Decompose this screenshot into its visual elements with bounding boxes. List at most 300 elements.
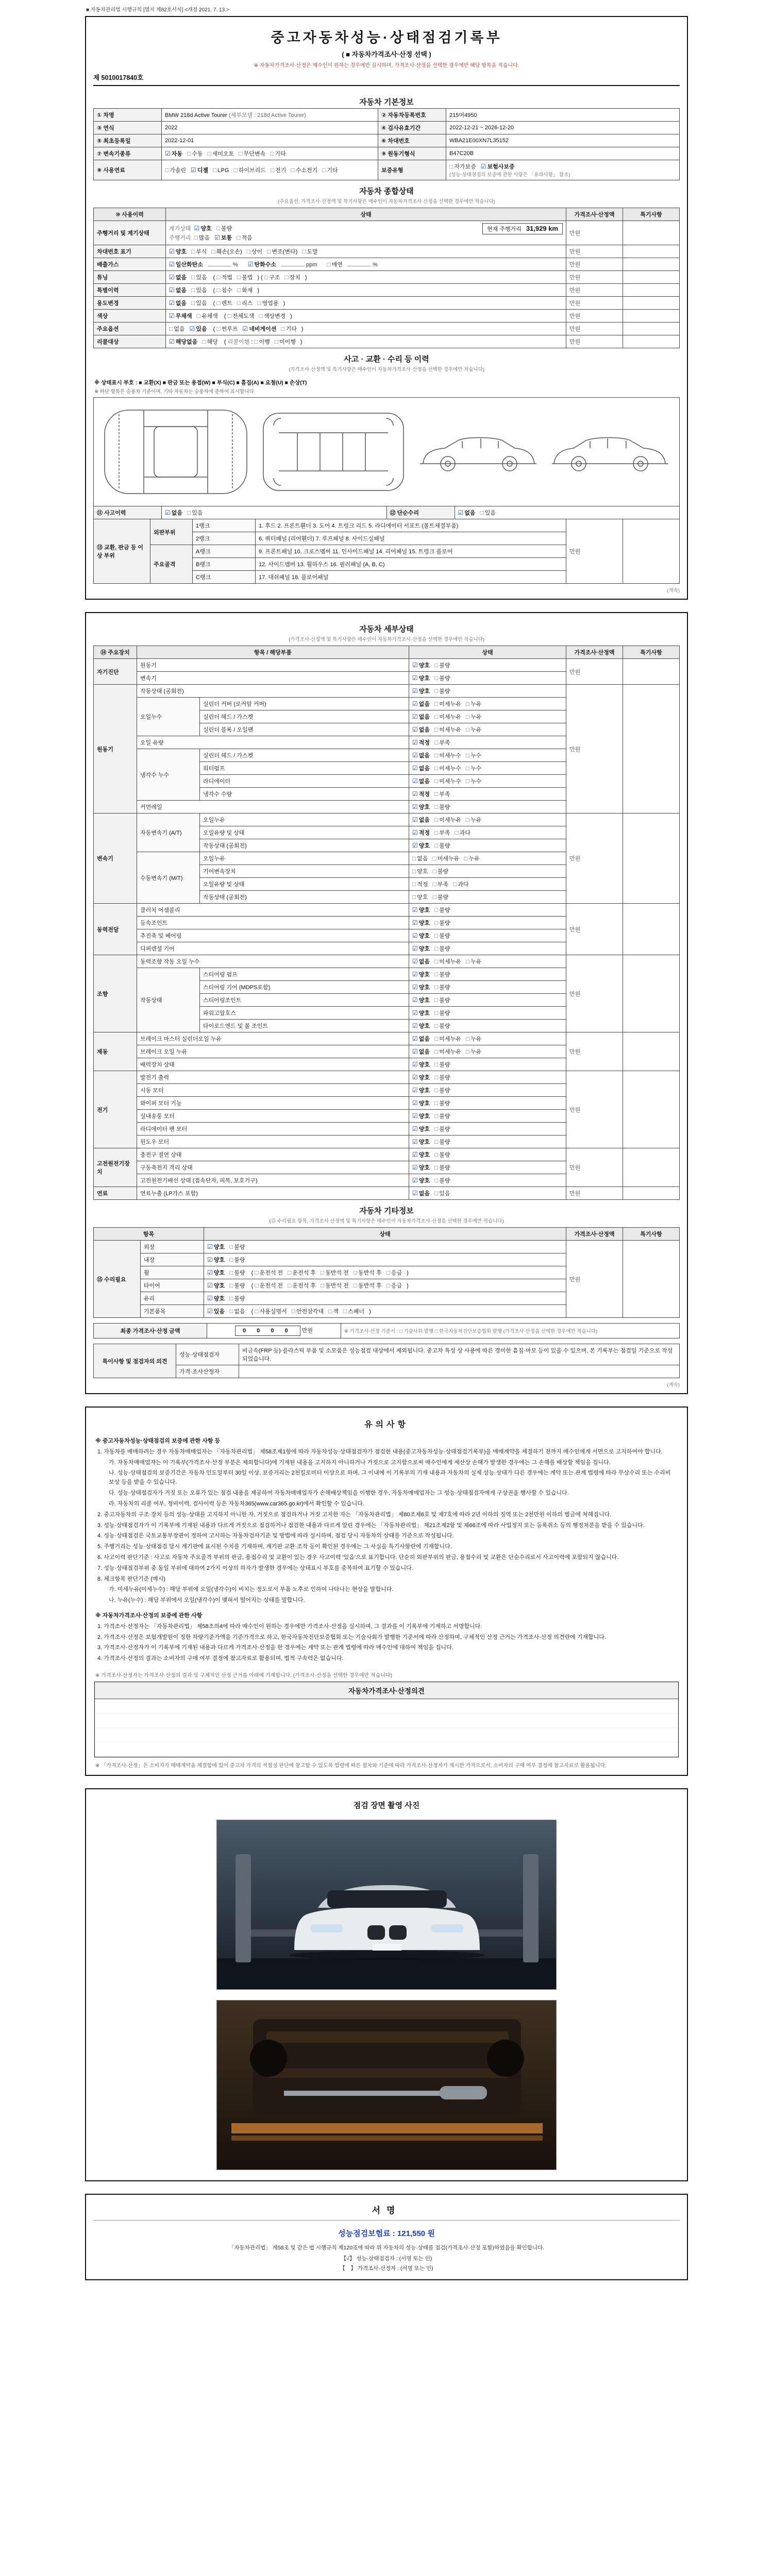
detail-table [93,646,680,1200]
checkbox-option[interactable]: □ 장치 [284,274,300,281]
checkbox-option[interactable]: □ 불량 [434,996,450,1004]
unchecked-checkbox-icon: □ [434,829,439,836]
unchecked-checkbox-icon: □ [434,1009,439,1016]
checkbox-option[interactable]: ☑ 일산화탄소 [169,261,203,268]
checkbox-option[interactable]: ☑ 적정 [412,790,430,798]
unchecked-checkbox-icon: □ [246,248,250,255]
checkbox-option[interactable]: □ 불량 [434,674,450,682]
checkbox-option[interactable]: □ 불량 [434,803,450,810]
checked-checkbox-icon: ☑ [412,1125,418,1132]
checkbox-option[interactable]: □ 부족 [434,739,450,746]
checkbox-option[interactable]: ☑ 없음 [412,1035,430,1042]
field-value: 2022-12-21 ~ 2026-12-20 [446,122,680,134]
checkbox-option[interactable]: □ LPG [213,166,229,174]
section-note-other: (⑮ 수리필요 항목, 가격조사·산정액 및 특기사항은 매수인이 자동차가격조사·산정을 선택한 경우에만 적습니다) [269,1218,504,1224]
checkbox-option[interactable]: □ 부족 [432,880,448,888]
checkbox-option[interactable]: □ 영업용 [257,299,279,307]
checkbox-option[interactable]: ☑ 없음 [412,752,430,759]
checkbox-option[interactable]: □ 변조(변타) [267,248,298,255]
checkbox-option[interactable]: □ 미세누수 [434,765,461,772]
checkbox-option[interactable]: □ 색상변경 [259,312,286,319]
unchecked-checkbox-icon: □ [465,1035,469,1042]
unchecked-checkbox-icon: □ [169,325,173,332]
checkbox-option[interactable]: □ 썬루프 [216,325,238,332]
car-diagram-panel [93,397,680,506]
checkbox-option[interactable]: □ 기타 [322,166,338,174]
checked-checkbox-icon: ☑ [412,803,418,810]
checkbox-option[interactable]: ☑ 없음 [412,713,430,720]
checkbox-option[interactable]: ☑ 보통 [214,234,232,241]
checkbox-option[interactable]: □ 이행 [254,338,270,345]
checkbox-option[interactable]: □ 누유 [465,1035,482,1042]
checkbox-option[interactable]: □ 불량 [434,1022,450,1029]
unchecked-checkbox-icon: □ [412,880,416,888]
checkbox-option[interactable]: ☑ 양호 [412,1138,430,1145]
table-row: 작동상태 (공회전) ☑ 양호 □ 불량 [94,839,680,852]
checkbox-option[interactable]: □ 안전삼각대 [291,1308,324,1315]
checkbox-option[interactable]: □ 과다 [455,829,470,836]
checkbox-option[interactable]: ☑ 없음 [412,816,430,823]
checkbox-option[interactable]: □ 적정 [412,880,428,888]
checked-checkbox-icon: ☑ [412,752,418,759]
checkbox-option[interactable]: □ 미세누유 [434,726,461,733]
checkbox-option[interactable]: ☑ 보험사보증 [480,163,515,170]
unchecked-checkbox-icon: □ [302,248,306,255]
unchecked-checkbox-icon: □ [288,1269,292,1276]
table-row: 냉각수 수량 ☑ 적정 □ 부족 [94,788,680,801]
checkbox-option[interactable]: □ 운전석 전 [255,1282,283,1289]
checkbox-option[interactable]: □ 응급 [386,1282,402,1289]
unchecked-checkbox-icon: □ [434,674,439,682]
checked-checkbox-icon: ☑ [169,338,175,345]
checkbox-option[interactable]: ☑ 네비게이션 [242,325,277,332]
notice-paragraph: 3. 가격조사·산정자가 이 기록부에 기재된 내용과 다르게 가격조사·산정을 한 경우에는 계약 또는 관계 법령에 따라 매수인에 대하여 책임을 집니다. [97,1645,453,1651]
table-header-row: ⑭ 주요장치 항목 / 해당부품 상태 가격조사·산정액 특기사항 [94,646,680,659]
checkbox-option[interactable]: □ 있음 [191,286,207,294]
unchecked-checkbox-icon: □ [434,765,439,772]
checkbox-option[interactable]: ☑ 양호 [412,1125,430,1132]
checked-checkbox-icon: ☑ [412,1009,418,1016]
checkbox-option[interactable]: □ 누수 [465,765,482,772]
unchecked-checkbox-icon: □ [386,1269,390,1276]
table-row: 가격·조사산정자 [94,1365,680,1378]
checkbox-option[interactable]: ☑ 없음 [169,299,187,307]
checkbox-option[interactable]: □ 상이 [246,248,263,255]
table-row: 작동상태 (공회전) □ 양호 □ 불량 [94,891,680,904]
table-row: 용도변경 ☑ 없음 □ 있음 ( □ 렌트 □ 리스 □ 영업용 ) 만원 [94,297,680,310]
checkbox-option[interactable]: ☑ 양호 [169,248,187,255]
checkbox-option[interactable]: ☑ 자동 [165,150,183,157]
checkbox-option[interactable]: ☑ 없음 [412,1190,430,1197]
checkbox-option[interactable]: □ 전체도색 [227,312,255,319]
checkbox-option[interactable]: □ 불량 [229,1256,245,1263]
unchecked-checkbox-icon: □ [191,286,195,294]
checkbox-option[interactable]: ☑ 양호 [412,1164,430,1171]
checkbox-option[interactable]: □ 수동 [187,150,203,157]
checkbox-option[interactable]: ☑ 양호 [412,687,430,694]
checkbox-option[interactable]: □ 미세누유 [434,1035,461,1042]
checkbox-option[interactable]: ☑ 양호 [207,1243,225,1250]
checkbox-option[interactable]: □ 불량 [434,1151,450,1158]
checked-checkbox-icon: ☑ [169,261,175,268]
checkbox-option[interactable]: □ 불량 [229,1295,245,1302]
unchecked-checkbox-icon: □ [449,163,453,170]
checkbox-option[interactable]: ☑ 양호 [412,945,430,952]
photo-box [85,1788,688,2181]
checkbox-option[interactable]: ☑ 적정 [412,739,430,746]
unchecked-checkbox-icon: □ [328,1308,332,1315]
checkbox-option[interactable]: □ 과다 [452,880,469,888]
inspection-photo-front [216,1820,557,1990]
checkbox-option[interactable]: □ 있음 [434,1190,450,1197]
checked-checkbox-icon: ☑ [412,687,418,694]
checkbox-option[interactable]: □ 해당 [202,338,218,345]
checkbox-option[interactable]: ☑ 없음 [169,274,187,281]
checkbox-option[interactable]: ☑ 탄화수소 [247,261,277,268]
checkbox-option[interactable]: □ 있음 [187,509,203,516]
checkbox-option[interactable]: □ 불량 [434,1177,450,1184]
checked-checkbox-icon: ☑ [412,829,418,836]
checkbox-option[interactable]: ☑ 없음 [412,958,430,965]
checkbox-option[interactable]: ☑ 없음 [412,700,430,707]
appraiser-signature-line[interactable]: 【 】 가격조사·산정자 : (서명 또는 인) [340,2265,433,2272]
checkbox-option[interactable]: □ 응급 [386,1269,402,1276]
checkbox-option[interactable]: ☑ 적정 [412,829,430,836]
checkbox-option[interactable]: □ 무단변속 [239,150,266,157]
checkbox-option[interactable]: □ 누유 [464,855,480,862]
comprehensive-table [93,208,680,348]
checkbox-option[interactable]: □ 불량 [434,906,450,913]
checkbox-option[interactable]: □ 불량 [434,1087,450,1094]
checkbox-option[interactable]: ☑ 없음 [412,1048,430,1055]
checkbox-option[interactable]: □ 불량 [434,1164,450,1171]
checkbox-option[interactable]: ☑ 있음 [207,1308,225,1315]
checkbox-option[interactable]: □ 매연 [327,261,343,268]
checkbox-option[interactable]: □ 불량 [434,932,450,939]
checkbox-option[interactable]: □ 구조 [264,274,280,281]
checkbox-option[interactable]: □ 있음 [191,299,207,307]
checkbox-option[interactable]: ☑ 양호 [412,932,430,939]
table-header-row: 항목 상태 가격조사·산정액 특기사항 [94,1228,680,1241]
unchecked-checkbox-icon: □ [229,1243,233,1250]
checkbox-option[interactable]: □ 미이행 [274,338,296,345]
checkbox-option[interactable]: □ 렌트 [216,299,232,307]
checkbox-option[interactable]: □ 많음 [194,234,210,241]
checkbox-option[interactable]: □ 사용설명서 [255,1308,287,1315]
unchecked-checkbox-icon: □ [216,299,221,307]
checkbox-option[interactable]: □ 불량 [216,225,232,232]
checked-checkbox-icon: ☑ [412,971,418,978]
checkbox-option[interactable]: □ 없음 [169,325,185,332]
checkbox-option[interactable]: ☑ 무채색 [169,312,192,319]
checkbox-option[interactable]: ☑ 양호 [412,1112,430,1120]
checkbox-option[interactable]: □ 불량 [434,984,450,991]
checkbox-option[interactable]: ☑ 양호 [412,1009,430,1016]
checkbox-option[interactable]: □ 운전석 전 [255,1269,283,1276]
table-row: 변속기 자동변속기 (A/T) 오일누유 ☑ 없음 □ 미세누유 □ 누유 만원 [94,814,680,826]
warranty-note: (성능·상태점검의 보증에 관한 사항은 「유의사항」 참조) [449,172,570,178]
unchecked-checkbox-icon: □ [434,1035,439,1042]
checkbox-option[interactable]: □ 유채색 [196,312,218,319]
checkbox-option[interactable]: ☑ 양호 [412,919,430,926]
checkbox-option[interactable]: □ 누유 [465,816,482,823]
checkbox-option[interactable]: □ 누유 [465,1048,482,1055]
checkbox-option[interactable]: ☑ 없음 [458,509,476,516]
page-subtitle: ( ■ 자동차가격조사·산정 선택 ) [342,50,431,58]
unchecked-checkbox-icon: □ [291,1308,295,1315]
checkbox-option[interactable]: ☑ 양호 [412,803,430,810]
checked-checkbox-icon: ☑ [412,1074,418,1081]
unchecked-checkbox-icon: □ [288,1282,292,1289]
checkbox-option[interactable]: □ 불량 [229,1243,245,1250]
unchecked-checkbox-icon: □ [229,1282,233,1289]
checkbox-option[interactable]: □ 운전석 후 [288,1282,316,1289]
checkbox-option[interactable]: ☑ 양호 [207,1256,225,1263]
checkbox-option[interactable]: □ 스패너 [343,1308,365,1315]
checkbox-option[interactable]: □ 누유 [465,958,482,965]
checkbox-option[interactable]: □ 전기 [270,166,287,174]
table-header-row: ⑩ 사용이력 상태 가격조사·산정액 특기사항 [94,208,680,221]
checkbox-option[interactable]: ☑ 없음 [412,777,430,785]
checked-checkbox-icon: ☑ [412,842,418,849]
page-subnote: ※ 자동차가격조사·산정은 매수인이 원하는 경우에만 실시하며, 가격조사·산정을 선택한 경우에만 해당 항목을 적습니다. [254,63,519,69]
checkbox-option[interactable]: □ 기타 [270,150,286,157]
unchecked-checkbox-icon: □ [291,166,295,174]
checkbox-option[interactable]: ☑ 없음 [169,286,187,294]
checkbox-option[interactable]: □ 불량 [434,919,450,926]
checkbox-option[interactable]: ☑ 양호 [412,984,430,991]
inspection-photo-underbody [216,2000,557,2170]
unchecked-checkbox-icon: □ [233,166,238,174]
checkbox-option[interactable]: □ 누유 [465,713,482,720]
unchecked-checkbox-icon: □ [216,325,221,332]
checkbox-option[interactable]: □ 미세누유 [432,855,460,862]
checkbox-option[interactable]: □ 침수 [216,286,232,294]
unchecked-checkbox-icon: □ [255,1308,259,1315]
checkbox-option[interactable]: □ 훼손(오손) [211,248,242,255]
unchecked-checkbox-icon: □ [434,713,439,720]
checkbox-option[interactable]: ☑ 있음 [189,325,207,332]
unchecked-checkbox-icon: □ [211,248,215,255]
unchecked-checkbox-icon: □ [207,150,211,157]
checkbox-option[interactable]: ☑ 없음 [412,726,430,733]
checkbox-option[interactable]: ☑ 양호 [412,674,430,682]
valuation-write-area[interactable] [95,1699,678,1757]
checked-checkbox-icon: ☑ [165,509,171,516]
field-label: ④ 검사유효기간 [378,122,446,134]
table-row: 디퍼렌셜 기어 ☑ 양호 □ 불량 [94,942,680,955]
unchecked-checkbox-icon: □ [434,996,439,1004]
checkbox-option[interactable]: □ 있음 [191,274,207,281]
unchecked-checkbox-icon: □ [270,150,274,157]
checkbox-option[interactable]: □ 미세누유 [434,816,461,823]
checkbox-option[interactable]: ☑ 해당없음 [169,338,198,345]
checkbox-option[interactable]: □ 불량 [434,1009,450,1016]
checked-checkbox-icon: ☑ [412,1151,418,1158]
checkbox-option[interactable]: □ 없음 [229,1308,245,1315]
checkbox-option[interactable]: □ 누수 [465,752,482,759]
table-row: ⑪ 사고이력 ☑ 없음 □ 있음 ⑫ 단순수리 ☑ 없음 □ 있음 [94,506,680,519]
checkbox-option[interactable]: □ 미세누유 [434,958,461,965]
checkbox-option[interactable]: ☑ 양호 [412,1099,430,1107]
unchecked-checkbox-icon: □ [229,1269,233,1276]
final-price-note: ※ 가격조사·산정 기준서 : □ 기술사회 발행 □ 한국자동차진단보증협회 발행 (가격조사·산정을 선택한 경우에만 적습니다) [341,1324,680,1338]
checkbox-option[interactable]: □ 운전석 후 [288,1269,316,1276]
checkbox-option[interactable]: □ 부족 [434,790,450,798]
checkbox-option[interactable]: ☑ 양호 [207,1269,225,1276]
table-row: 리콜대상 ☑ 해당없음 □ 해당 ( 리콜이행 : □ 이행 □ 미이행 ) 만원 [94,335,680,348]
checkbox-option[interactable]: ☑ 양호 [207,1295,225,1302]
unchecked-checkbox-icon: □ [434,842,439,849]
checkbox-option[interactable]: □ 누유 [465,700,482,707]
checkbox-option[interactable]: □ 적법 [216,274,232,281]
checkbox-option[interactable]: □ 불량 [434,1138,450,1145]
checkbox-option[interactable]: ☑ 양호 [412,971,430,978]
checkbox-option[interactable]: □ 불량 [432,893,448,901]
table-row: 색상 ☑ 무채색 □ 유채색 ( □ 전체도색 □ 색상변경 ) 만원 [94,310,680,323]
unchecked-checkbox-icon: □ [434,1112,439,1120]
unchecked-checkbox-icon: □ [327,261,331,268]
unchecked-checkbox-icon: □ [432,855,436,862]
unchecked-checkbox-icon: □ [229,1308,233,1315]
checkbox-option[interactable]: ☑ 양호 [412,1061,430,1068]
checkbox-option[interactable]: □ 미세누수 [434,752,461,759]
checkbox-option[interactable]: □ 불량 [434,1099,450,1107]
table-row: 자기진단 원동기 ☑ 양호 □ 불량 만원 [94,659,680,672]
checkbox-option[interactable]: □ 부식 [191,248,207,255]
checkbox-option[interactable]: □ 있음 [480,509,496,516]
checkbox-option[interactable]: □ 불량 [229,1282,245,1289]
unchecked-checkbox-icon: □ [216,286,221,294]
field-value: 2022 [162,122,378,134]
checkbox-option[interactable]: □ 수소전기 [291,166,318,174]
checkbox-option[interactable]: □ 미세누수 [434,777,461,785]
checkbox-option[interactable]: ☑ 양호 [412,906,430,913]
checkbox-option[interactable]: ☑ 없음 [412,765,430,772]
checked-checkbox-icon: ☑ [480,163,486,170]
checkbox-option[interactable]: ☑ 양호 [412,842,430,849]
checkbox-option[interactable]: ☑ 양호 [412,1151,430,1158]
table-row: 차대번호 표기 ☑ 양호 □ 부식 □ 훼손(오손) □ 상이 □ 변조(변타) □ 도말 만원 [94,245,680,258]
field-label: ⑤ 최초등록일 [94,134,162,147]
checkbox-option[interactable]: □ 양호 [412,868,428,875]
checkbox-option[interactable]: □ 미세누유 [434,1048,461,1055]
table-row [94,147,680,160]
checkbox-option[interactable]: ☑ 양호 [412,996,430,1004]
unchecked-checkbox-icon: □ [434,1048,439,1055]
checked-checkbox-icon: ☑ [412,1048,418,1055]
exchange-rank-table [93,519,680,584]
notice-paragraph: 1. 가격조사·산정자는 「자동차관리법」 제58조의4에 따라 매수인이 원하는 경우에만 가격조사·산정을 실시하며, 그 결과를 이 기록부에 기재하고 서명합니다. [97,1623,482,1630]
car-right-side-diagram [546,428,675,477]
checkbox-option[interactable]: □ 불량 [434,687,450,694]
checkbox-option[interactable]: □ 자가보증 [449,163,476,170]
checkbox-option[interactable]: ☑ 양호 [412,1087,430,1094]
checkbox-option[interactable]: ☑ 양호 [412,1177,430,1184]
checkbox-option[interactable]: □ 미세누유 [434,700,461,707]
section-title-signature: 서명 [93,2200,680,2221]
table-row: 구동축전지 격리 상태 ☑ 양호 □ 불량 [94,1161,680,1174]
warranty-options [446,160,680,180]
checkbox-option[interactable]: □ 동반석 후 [353,1269,382,1276]
checkbox-option[interactable]: □ 양호 [412,893,428,901]
table-row: 커먼레일 ☑ 양호 □ 불량 [94,801,680,814]
unchecked-checkbox-icon: □ [432,893,436,901]
checkbox-option[interactable]: □ 불법 [237,274,253,281]
checkbox-option[interactable]: ☑ 양호 [412,1022,430,1029]
checked-checkbox-icon: ☑ [458,509,464,516]
checkbox-option[interactable]: ☑ 없음 [165,509,183,516]
checkbox-option[interactable]: □ 동반석 전 [320,1269,349,1276]
checkbox-option[interactable]: ☑ 양호 [412,662,430,669]
checkbox-option[interactable]: □ 불량 [434,1125,450,1132]
table-row: 주행거리 및 계기상태 현재 주행거리 31,929 km 계기상태 ☑ 양호 □ 불량 주행거리 □ 많음 ☑ 보통 □ 적음 만원 [94,221,680,245]
checkbox-option[interactable]: □ 불량 [229,1269,245,1276]
unchecked-checkbox-icon: □ [213,166,217,174]
checkbox-option[interactable]: □ 동반석 전 [320,1282,349,1289]
inspector-signature-line[interactable]: 【√】 성능·상태점검자 : (서명 또는 인) [341,2256,432,2262]
table-row: 2랭크 6. 쿼터패널 (리어휀더) 7. 루프패널 8. 사이드실패널 [94,532,680,545]
car-name: BMW 218d Active Tourer [165,112,227,118]
checkbox-option[interactable]: □ 불량 [434,945,450,952]
checkbox-option[interactable]: ☑ 양호 [207,1282,225,1289]
checkbox-option[interactable]: ☑ 양호 [194,225,212,232]
table-row: 추진축 및 베어링 ☑ 양호 □ 불량 [94,929,680,942]
checkbox-option[interactable]: ☑ 양호 [412,1074,430,1081]
checkbox-option[interactable]: □ 누유 [465,726,482,733]
table-row: 오일유량 및 상태 □ 적정 □ 부족 □ 과다 [94,878,680,891]
checkbox-option[interactable]: ☑ 디젤 [191,166,209,174]
notice-paragraph: 다. 성능·상태점검자가 거짓 또는 오류가 있는 점검 내용을 제공하여 자동차매매업자가 손해배상책임을 이행한 경우, 자동차매매업자는 그 성능·상태점검자에게 구상권을 행사할 수 있습니다. [109,1490,569,1497]
unchecked-checkbox-icon: □ [434,919,439,926]
checkbox-option[interactable]: □ 없음 [412,855,428,862]
checkbox-option[interactable]: □ 기타 [281,325,297,332]
unchecked-checkbox-icon: □ [455,829,459,836]
unchecked-checkbox-icon: □ [464,855,468,862]
checkbox-option[interactable]: □ 동반석 후 [353,1282,382,1289]
unchecked-checkbox-icon: □ [255,1282,259,1289]
checkbox-option[interactable]: □ 도말 [302,248,318,255]
checkbox-option[interactable]: □ 불량 [432,868,448,875]
checkbox-option[interactable]: □ 불량 [434,1061,450,1068]
checkbox-option[interactable]: □ 부족 [434,829,450,836]
checkbox-option[interactable]: □ 잭 [328,1308,339,1315]
unchecked-checkbox-icon: □ [465,700,469,707]
checkbox-option[interactable]: □ 불량 [434,971,450,978]
checkbox-option[interactable]: □ 누수 [465,777,482,785]
unchecked-checkbox-icon: □ [434,1151,439,1158]
unchecked-checkbox-icon: □ [284,274,289,281]
checkbox-option[interactable]: □ 불량 [434,842,450,849]
table-row: 시동 모터 ☑ 양호 □ 불량 [94,1084,680,1097]
checkbox-option[interactable]: □ 화재 [237,286,253,294]
unchecked-checkbox-icon: □ [412,868,416,875]
notice-paragraph: ※ 중고자동차성능·상태점검의 보증에 관한 사항 등 [95,1438,221,1444]
unchecked-checkbox-icon: □ [434,1177,439,1184]
checkbox-option[interactable]: □ 리스 [237,299,253,307]
checkbox-option[interactable]: □ 불량 [434,1074,450,1081]
checkbox-option[interactable]: □ 세미오토 [207,150,234,157]
checkbox-option[interactable]: □ 가솔린 [165,166,187,174]
checkbox-option[interactable]: □ 불량 [434,662,450,669]
unchecked-checkbox-icon: □ [202,338,206,345]
field-label: 보증유형 [378,160,446,180]
checkbox-option[interactable]: □ 하이브리드 [233,166,266,174]
checkbox-option[interactable]: □ 미세누유 [434,713,461,720]
checkbox-option[interactable]: □ 적음 [237,234,253,241]
checkbox-option[interactable]: □ 불량 [434,1112,450,1120]
unchecked-checkbox-icon: □ [434,1164,439,1171]
